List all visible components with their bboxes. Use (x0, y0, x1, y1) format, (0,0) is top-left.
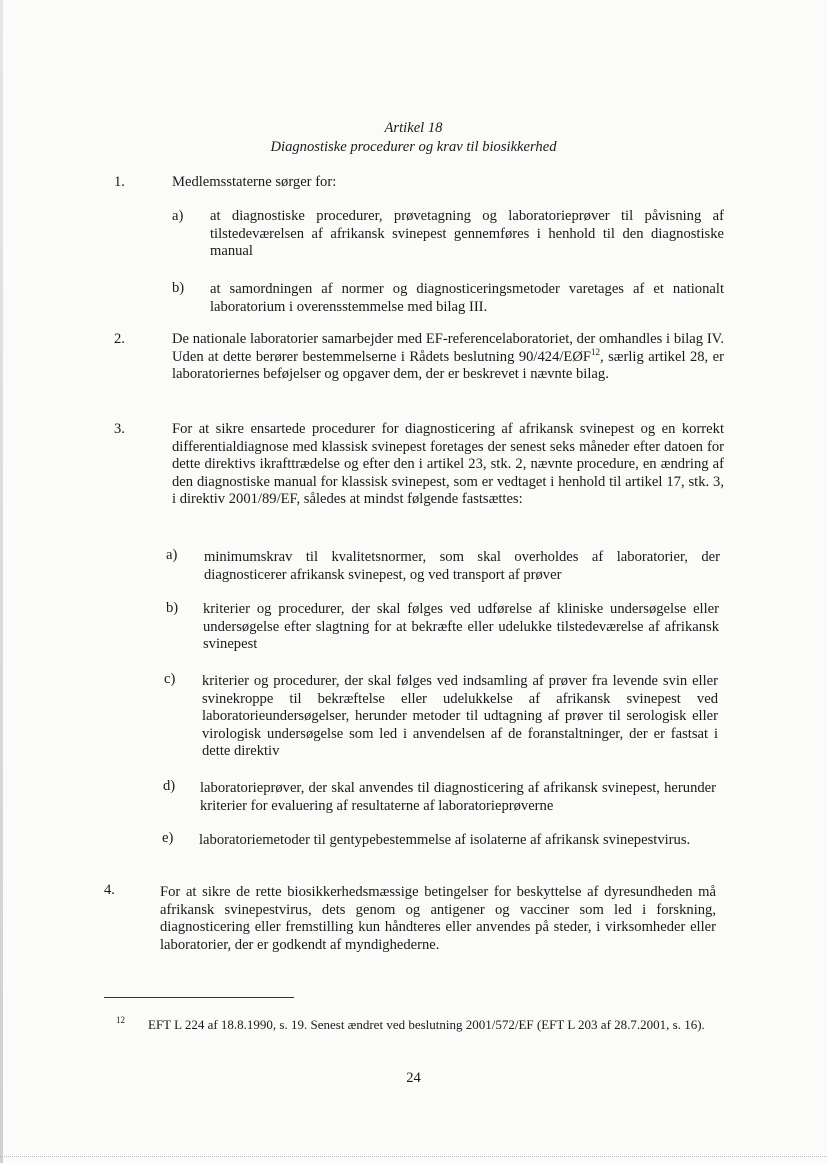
section-3-item-d-label: d) (163, 778, 176, 794)
article-subheading: Diagnostiske procedurer og krav til biosikkerhed (270, 139, 557, 155)
section-1-number: 1. (114, 174, 125, 190)
section-2-number: 2. (114, 331, 125, 347)
section-2-text-part2: , særlig artikel 28, er laboratoriernes beføjelser og opgaver dem, der er beskrevet i nævnte bilag. (172, 348, 724, 382)
article-heading: Artikel 18 (384, 120, 443, 136)
section-1-item-b-label: b) (172, 280, 185, 296)
section-3-item-c-text: kriterier og procedurer, der skal følges ved indsamling af prøver fra levende svin eller svinekroppe til bekræftelse eller udelukkelse af afrikansk svinepest ved laboratorieundersøgelser, herunder metoder til udtagning af prøver til serologisk eller virologisk undersøgelse som led i anvendelsen af de foranstaltninger, der er fastsat i dette direktiv (202, 673, 718, 759)
scan-bottom-edge (0, 1156, 827, 1159)
section-3-item-e-label: e) (162, 830, 174, 846)
section-3-item-d-text: laboratorieprøver, der skal anvendes til diagnosticering af afrikansk svinepest, herunder kriterier for evaluering af resultaterne af laboratorieprøverne (200, 780, 716, 814)
section-1-text: Medlemsstaterne sørger for: (172, 174, 337, 190)
section-3-item-a-label: a) (166, 547, 178, 563)
section-3-text: For at sikre ensartede procedurer for diagnosticering af afrikansk svinepest og en korrekt differentialdiagnose med klassisk svinepest foretages der senest seks måneder efter datoen for dette direktivs ikrafttrædelse og efter den i artikel 23, stk. 2, nævnte procedure, en ændring af den diagnostiske manual for klassisk svinepest, som er vedtaget i henhold til artikel 17, stk. 3, i direktiv 2001/89/EF, således at mindst følgende fastsættes: (172, 421, 724, 507)
page-number: 24 (406, 1070, 421, 1086)
section-3-item-c-label: c) (164, 671, 176, 687)
section-3-item-e-text: laboratoriemetoder til gentypebestemmelse af isolaterne af afrikansk svinepestvirus. (199, 832, 691, 848)
section-1-item-a-text: at diagnostiske procedurer, prøvetagning og laboratorieprøver til påvisning af tilstedeværelsen af afrikansk svinepest gennemføres i henhold til den diagnostiske manual (210, 208, 724, 259)
section-3-item-b-label: b) (166, 600, 179, 616)
section-3-item-a-text: minimumskrav til kvalitetsnormer, som skal overholdes af laboratorier, der diagnosticerer afrikansk svinepest, og ved transport af prøver (204, 549, 720, 583)
footnote-text: EFT L 224 af 18.8.1990, s. 19. Senest ændret ved beslutning 2001/572/EF (EFT L 203 af 28.7.2001, s. 16). (148, 1017, 705, 1032)
footnote-separator (104, 997, 294, 998)
section-2-text-part1: De nationale laboratorier samarbejder med EF-referencelaboratoriet, der omhandles i bilag IV. Uden at dette berører bestemmelserne i Rådets beslutning 90/424/EØF (172, 331, 724, 365)
section-4-text: For at sikre de rette biosikkerhedsmæssige betingelser for beskyttelse af dyresundheden må afrikansk svinepestvirus, dets genom og antigener og vacciner som led i forskning, diagnosticering eller fremstilling kun håndteres eller anvendes på steder, i virksomheder eller laboratorier, der er godkendt af myndighederne. (160, 884, 716, 953)
scan-left-edge (0, 0, 3, 1163)
footnote-reference: 12 (591, 346, 600, 357)
section-4-number: 4. (104, 882, 115, 898)
footnote-mark: 12 (116, 1015, 125, 1025)
section-1-item-b-text: at samordningen af normer og diagnosticeringsmetoder varetages af et nationalt laboratorium i overensstemmelse med bilag III. (210, 281, 724, 315)
section-3-item-b-text: kriterier og procedurer, der skal følges ved udførelse af kliniske undersøgelse eller undersøgelse efter slagtning for at bekræfte eller udelukke tilstedeværelse af afrikansk svinepest (203, 601, 719, 652)
section-1-item-a-label: a) (172, 208, 184, 224)
section-3-number: 3. (114, 421, 125, 437)
section-2-text (172, 331, 724, 384)
